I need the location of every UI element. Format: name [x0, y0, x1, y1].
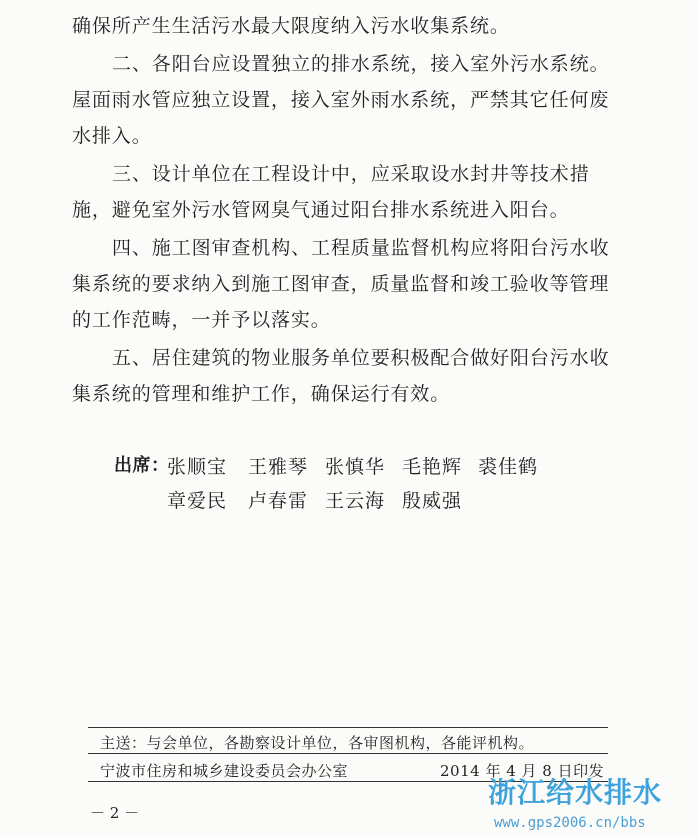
attendee-name: 王云海	[325, 490, 386, 512]
paragraph-item-2: 二、各阳台应设置独立的排水系统，接入室外污水系统。屋面雨水管应独立设置，接入室外雨水系统，严禁其它任何废水排入。	[72, 53, 610, 147]
attendee-name: 张顺宝	[167, 456, 228, 478]
paragraph-item-5: 五、居住建筑的物业服务单位要积极配合做好阳台污水收集系统的管理和维护工作，确保运行有效。	[72, 347, 610, 405]
watermark-url: www.gps2006.cn/bbs	[494, 815, 646, 831]
attendee-name: 卢春雷	[248, 490, 309, 512]
attendees-label: 出席：	[114, 455, 170, 476]
attendee-name: 张慎华	[325, 456, 386, 478]
paragraph-item-4: 四、施工图审查机构、工程质量监督机构应将阳台污水收集系统的要求纳入到施工图审查，质量监督和竣工验收等管理的工作范畴，一并予以落实。	[72, 237, 610, 331]
print-date: 2014 年 4 月 8 日印发	[440, 762, 605, 780]
footer-divider-middle	[88, 753, 608, 754]
attendee-name: 王雅琴	[248, 456, 309, 478]
issuing-office: 宁波市住房和城乡建设委员会办公室	[100, 762, 349, 780]
cc-recipients: 主送：与会单位，各勘察设计单位，各审图机构，各能评机构。	[100, 734, 535, 752]
attendee-name: 章爱民	[167, 490, 228, 512]
attendee-name: 毛艳辉	[402, 456, 463, 478]
paragraph-item-3: 三、设计单位在工程设计中，应采取设水封井等技术措施，避免室外污水管网臭气通过阳台排水系统进入阳台。	[72, 163, 590, 221]
attendee-name: 裘佳鹤	[478, 456, 539, 478]
paragraph-continued: 确保所产生生活污水最大限度纳入污水收集系统。	[72, 15, 510, 37]
attendee-name: 殷威强	[402, 490, 463, 512]
footer-divider-top	[88, 727, 608, 728]
watermark-title: 浙江给水排水	[488, 776, 663, 809]
page-number: － 2 －	[90, 804, 140, 822]
